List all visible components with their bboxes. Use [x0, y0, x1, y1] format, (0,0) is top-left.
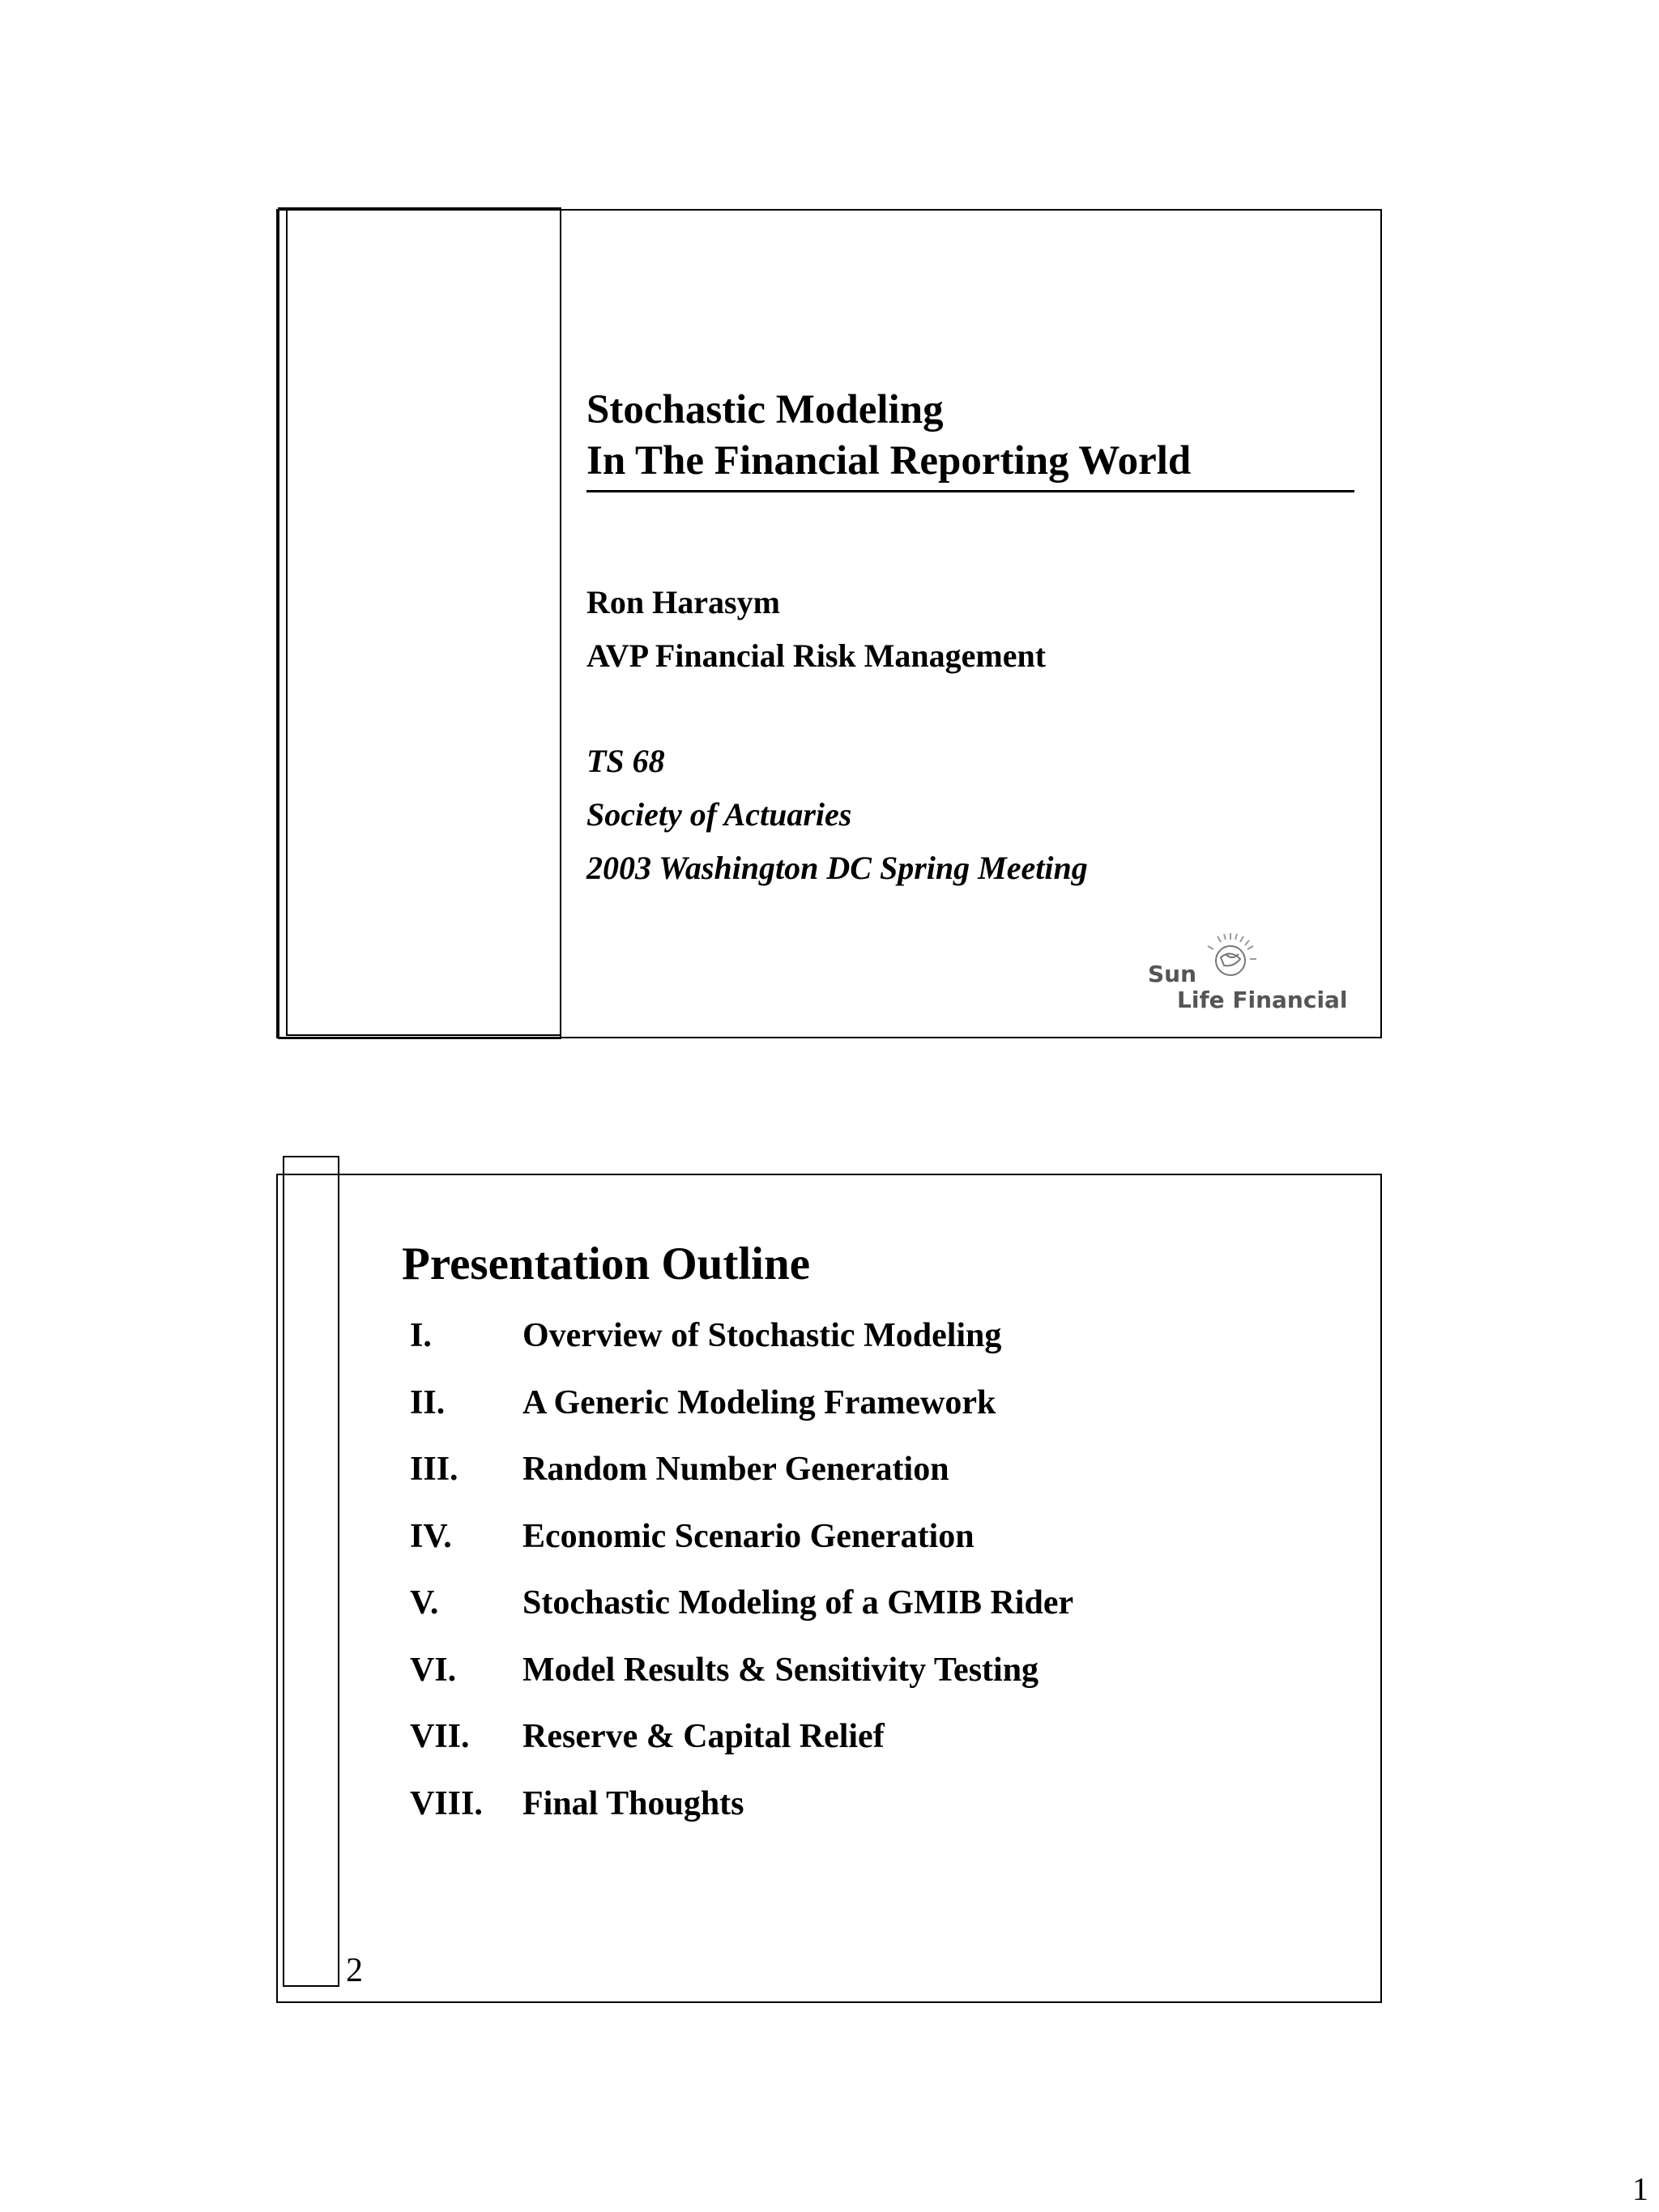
- outline-item-text: Reserve & Capital Relief: [522, 1718, 885, 1755]
- slide-title-line-2: In The Financial Reporting World: [586, 438, 1192, 484]
- slide-side-panel-inner: [286, 211, 561, 1036]
- page-number: 1: [1632, 2171, 1648, 2207]
- sun-life-logo: [1148, 930, 1358, 1019]
- meeting-name: 2003 Washington DC Spring Meeting: [586, 850, 1088, 886]
- slide-number: 2: [346, 1952, 363, 1989]
- meeting-block: [586, 735, 1088, 895]
- outline-item-number: III.: [410, 1451, 458, 1488]
- outline-title: Presentation Outline: [402, 1238, 811, 1289]
- outline-slide: [276, 1174, 1382, 2003]
- sun-life-logo-icon: [1201, 930, 1260, 988]
- outline-item-number: VIII.: [410, 1784, 483, 1822]
- slide-side-panel: [278, 207, 561, 1039]
- logo-word-sun: Sun: [1148, 961, 1197, 987]
- title-underline: [586, 490, 1354, 492]
- slide-title-line-1: Stochastic Modeling: [586, 387, 944, 433]
- slide-title: [586, 385, 1191, 487]
- outline-item-number: II.: [410, 1383, 446, 1421]
- organization-name: Society of Actuaries: [586, 796, 852, 833]
- outline-item-text: Random Number Generation: [522, 1451, 949, 1488]
- title-slide: [276, 209, 1382, 1038]
- outline-item-text: Stochastic Modeling of a GMIB Rider: [522, 1584, 1074, 1622]
- outline-item-text: Model Results & Sensitivity Testing: [522, 1651, 1039, 1689]
- author-title: AVP Financial Risk Management: [586, 637, 1047, 674]
- outline-item-number: I.: [410, 1317, 432, 1354]
- session-code: TS 68: [586, 743, 665, 779]
- outline-item-text: Final Thoughts: [522, 1784, 744, 1822]
- outline-item-number: VII.: [410, 1718, 470, 1755]
- slide-side-bar: [283, 1156, 339, 1987]
- outline-item-text: Overview of Stochastic Modeling: [522, 1317, 1002, 1354]
- outline-item-number: IV.: [410, 1517, 452, 1555]
- logo-word-life-financial: Life Financial: [1177, 987, 1348, 1013]
- outline-item-text: A Generic Modeling Framework: [522, 1383, 996, 1421]
- outline-item-number: V.: [410, 1584, 439, 1622]
- author-block: [586, 576, 1046, 683]
- outline-item-number: VI.: [410, 1651, 457, 1689]
- outline-item-text: Economic Scenario Generation: [522, 1517, 975, 1555]
- author-name: Ron Harasym: [586, 584, 780, 620]
- slide-side-bar-tab: [283, 1156, 339, 1175]
